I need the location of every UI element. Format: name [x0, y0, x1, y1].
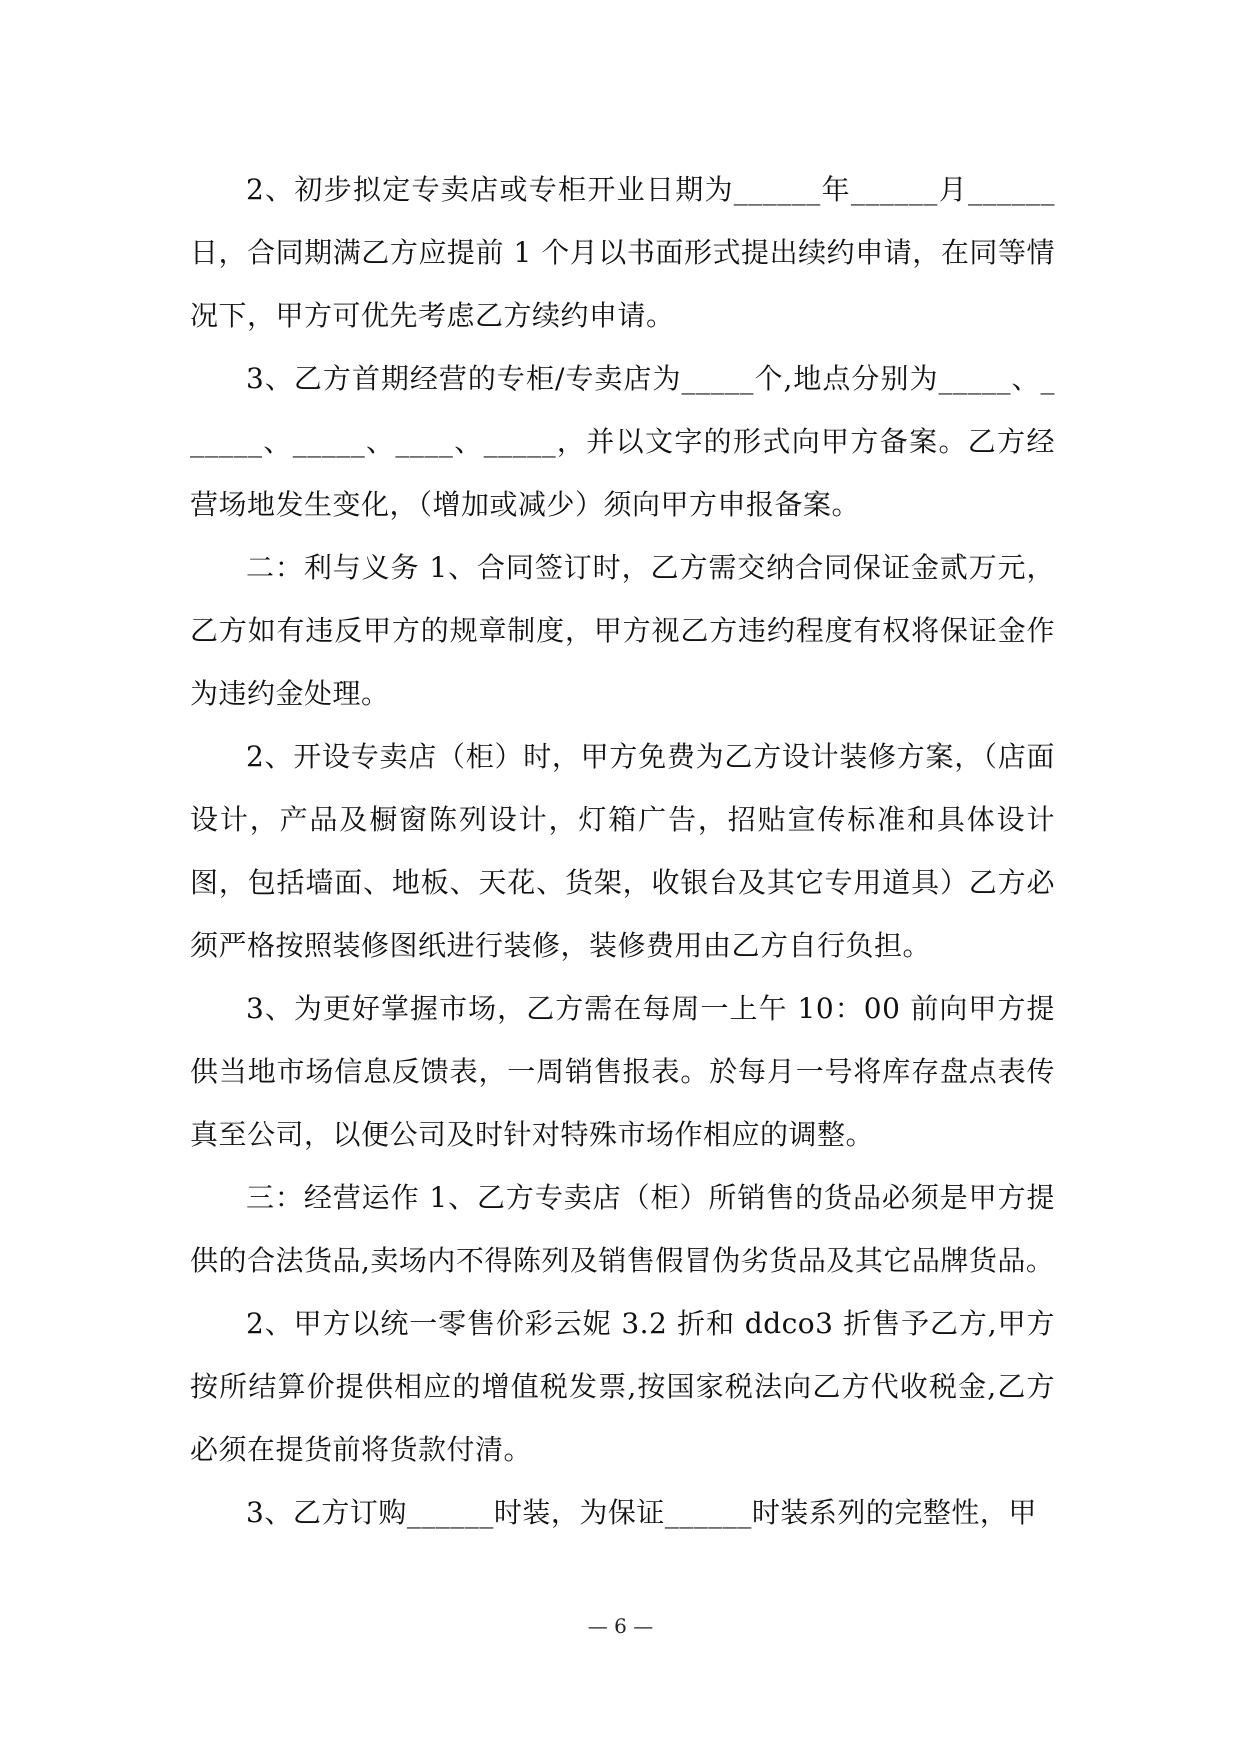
- document-body: [190, 158, 1055, 1544]
- paragraph-rights-obligations: 二：利与义务 1、合同签订时，乙方需交纳合同保证金贰万元，乙方如有违反甲方的规章制度，甲方视乙方违约程度有权将保证金作为违约金处理。: [190, 551, 1055, 710]
- paragraph-store-locations: 3、乙方首期经营的专柜/专卖店为_____个,地点分别为_____、______、_____、____、_____，并以文字的形式向甲方备案。乙方经营场地发生变化，（增加或减少）须向甲方申报备案。: [190, 362, 1055, 521]
- paragraph-market-reports: 3、为更好掌握市场，乙方需在每周一上午 10：00 前向甲方提供当地市场信息反馈表，一周销售报表。於每月一号将库存盘点表传真至公司，以便公司及时针对特殊市场作相应的调整。: [190, 992, 1055, 1151]
- page-number: — 6 —: [587, 1614, 654, 1638]
- paragraph-opening-date: 2、初步拟定专卖店或专柜开业日期为______年______月______日，合同期满乙方应提前 1 个月以书面形式提出续约申请，在同等情况下，甲方可优先考虑乙方续约申请。: [190, 173, 1055, 332]
- paragraph-operations-goods: 三：经营运作 1、乙方专卖店（柜）所销售的货品必须是甲方提供的合法货品,卖场内不得陈列及销售假冒伪劣货品及其它品牌货品。: [190, 1181, 1055, 1277]
- paragraph-ordering: 3、乙方订购______时装，为保证______时装系列的完整性，甲: [246, 1496, 1037, 1529]
- paragraph-store-design: 2、开设专卖店（柜）时，甲方免费为乙方设计装修方案，（店面设计，产品及橱窗陈列设计，灯箱广告，招贴宣传标准和具体设计图，包括墙面、地板、天花、货架，收银台及其它专用道具）乙方必须严格按照装修图纸进行装修，装修费用由乙方自行负担。: [190, 740, 1055, 962]
- paragraph-pricing: 2、甲方以统一零售价彩云妮 3.2 折和 ddco3 折售予乙方,甲方按所结算价提供相应的增值税发票,按国家税法向乙方代收税金,乙方必须在提货前将货款付清。: [190, 1307, 1055, 1466]
